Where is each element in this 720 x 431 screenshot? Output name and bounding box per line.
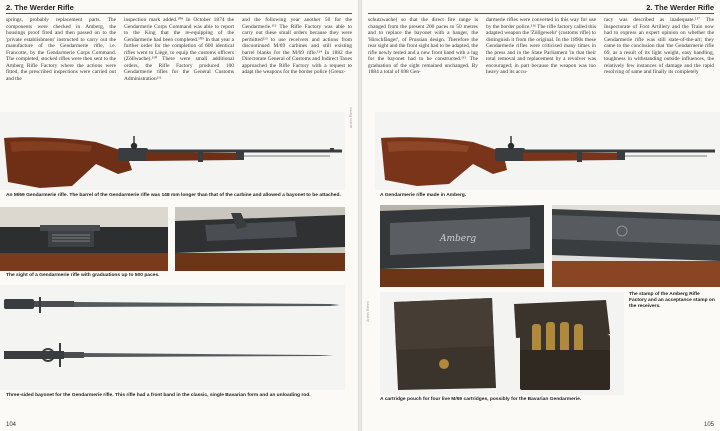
amberg-rifle-photo bbox=[375, 112, 720, 190]
right-head-rule bbox=[368, 13, 714, 14]
cartridge-pouch-photo bbox=[380, 292, 624, 395]
right-running-head: 2. The Werder Rifle bbox=[646, 3, 714, 12]
right-column-1 bbox=[368, 17, 478, 109]
right-column-3 bbox=[604, 17, 714, 109]
right-page bbox=[362, 0, 720, 431]
stamp-engraving: Amberg bbox=[440, 234, 477, 244]
right-page-number: 105 bbox=[703, 422, 714, 428]
left-running-head: 2. The Werder Rifle bbox=[6, 3, 74, 12]
left-column-1 bbox=[6, 17, 116, 109]
right-column-3-text: racy was described as inadequate.¹¹⁷ The Inspectorate of Foot Artillery and the Train now had to express an expert opinion on whether the Gendarmerie rifle was still state-of-the-art; they came to the conclusion that 'the Gendarmerie rifle 69, as a result of its light weight, easy handling, toughness in withstanding outside influences, the relatively few instances of damage and the rapid resolving of same and finally its completely bbox=[604, 17, 714, 76]
stamp-photo-2 bbox=[552, 205, 720, 287]
left-column-2-text: inspection mark added.¹⁰⁸ In October 1874 the Gendarmerie Corps Command was able to report to the King that the re-equipping of the Gendarmerie had been completed.¹⁰⁹ In that year a further order for the completion of 600 identical rifles went to Liège, to equip the customs officers (Zöllwache).¹¹⁰ There were small additional orders, the Rifle Factory produced 100 Gendarmerie rifles for the General Customs Administration¹¹¹ bbox=[124, 17, 234, 82]
right-column-1-text: schutzwache) so that the direct fire range is changed from the present 200 paces to 50 metres and to replace the bayonet with a hanger, the 'Hirschfänger', of Prussian design. Therefore the rear sight and the front sight had to be adapted, the rifle newly tested and a new front band with a lug for the bayonet had to be constructed.¹¹⁵ The graduation of the sight remained unchanged. By 1884 a total of 698 Gen- bbox=[368, 17, 478, 76]
bayonet-photo bbox=[0, 285, 345, 390]
sight-photo-2 bbox=[175, 207, 345, 271]
right-column-2-text: darmerie rifles were converted in this way for use by the border police.¹¹⁶ The rifle factory called this adapted weapon the 'Zöllgewehr' (customs rifle) to distinguish it from the original. In the 1890s these Gendarmerie rifles were criticised many times in the press and in the State Parliament 'in that their total removal and replacement by a revolver was encouraged; in part because the weapon was too heavy and its accu- bbox=[486, 17, 596, 76]
left-column-2 bbox=[124, 17, 234, 109]
amberg-rifle-caption: A Gendarmerie rifle made in Amberg. bbox=[380, 193, 467, 198]
left-rifle-caption: An M/69 Gendarmerie rifle. The barrel of the Gendarmerie rifle was 148 mm longer than that of the carbine and allowed a bayonet to be attached. bbox=[6, 193, 341, 198]
left-page bbox=[0, 0, 358, 431]
left-column-3 bbox=[242, 17, 352, 109]
left-page-number: 104 bbox=[6, 422, 17, 428]
right-column-2 bbox=[486, 17, 596, 109]
left-head-rule bbox=[6, 13, 352, 14]
right-text-columns bbox=[368, 17, 714, 109]
stamp-caption: The stamp of the Amberg Rifle Factory and an acceptance stamp on the receivers. bbox=[629, 292, 715, 309]
bayonet-caption: Three-sided bayonet for the Gendarmerie rifle. This rifle had a front band in the classic, single Bavarian form and an unloading rod. bbox=[6, 393, 311, 398]
left-column-1-text: springs, probably replacement parts. The components were checked in Amberg, the housings proof fired and then passed on to the 'private establishment' instructed to carry out the manufacture of the Gendarmerie rifle, i.e. Francotte, by the Gendarmerie Corps Command. The completed, stocked rifles were then sent to the Amberg Rifle Factory where the actions were fitted, the prescribed inspections were carried out and the bbox=[6, 17, 116, 82]
left-column-3-text: and the following year another 50 for the Gendarmerie.¹¹² The Rifle Factory was able to carry out these small orders because they were permitted¹¹³ to use receivers and actions from discontinued M/69 carbines and still existing barrel blanks for the M/69 rifle.¹¹⁴ In 1882 the Directorate General of Customs and Indirect Taxes approached the Rifle Factory with a request to adapt the weapons for the border police (Grenz- bbox=[242, 17, 352, 76]
left-photo-credit: Archiv Rehm bbox=[349, 107, 353, 128]
sight-caption: The sight of a Gendarmerie rifle with graduations up to 500 paces. bbox=[6, 273, 160, 278]
left-text-columns bbox=[6, 17, 352, 109]
gendarmerie-rifle-photo bbox=[0, 112, 345, 190]
right-photo-credit: Archiv Rehm bbox=[366, 301, 370, 322]
stamp-photo-1 bbox=[380, 205, 544, 287]
sight-photo-1 bbox=[0, 207, 168, 271]
pouch-caption: A cartridge pouch for four live M/69 cartridges, possibly for the Bavarian Gendarmerie. bbox=[380, 397, 582, 402]
